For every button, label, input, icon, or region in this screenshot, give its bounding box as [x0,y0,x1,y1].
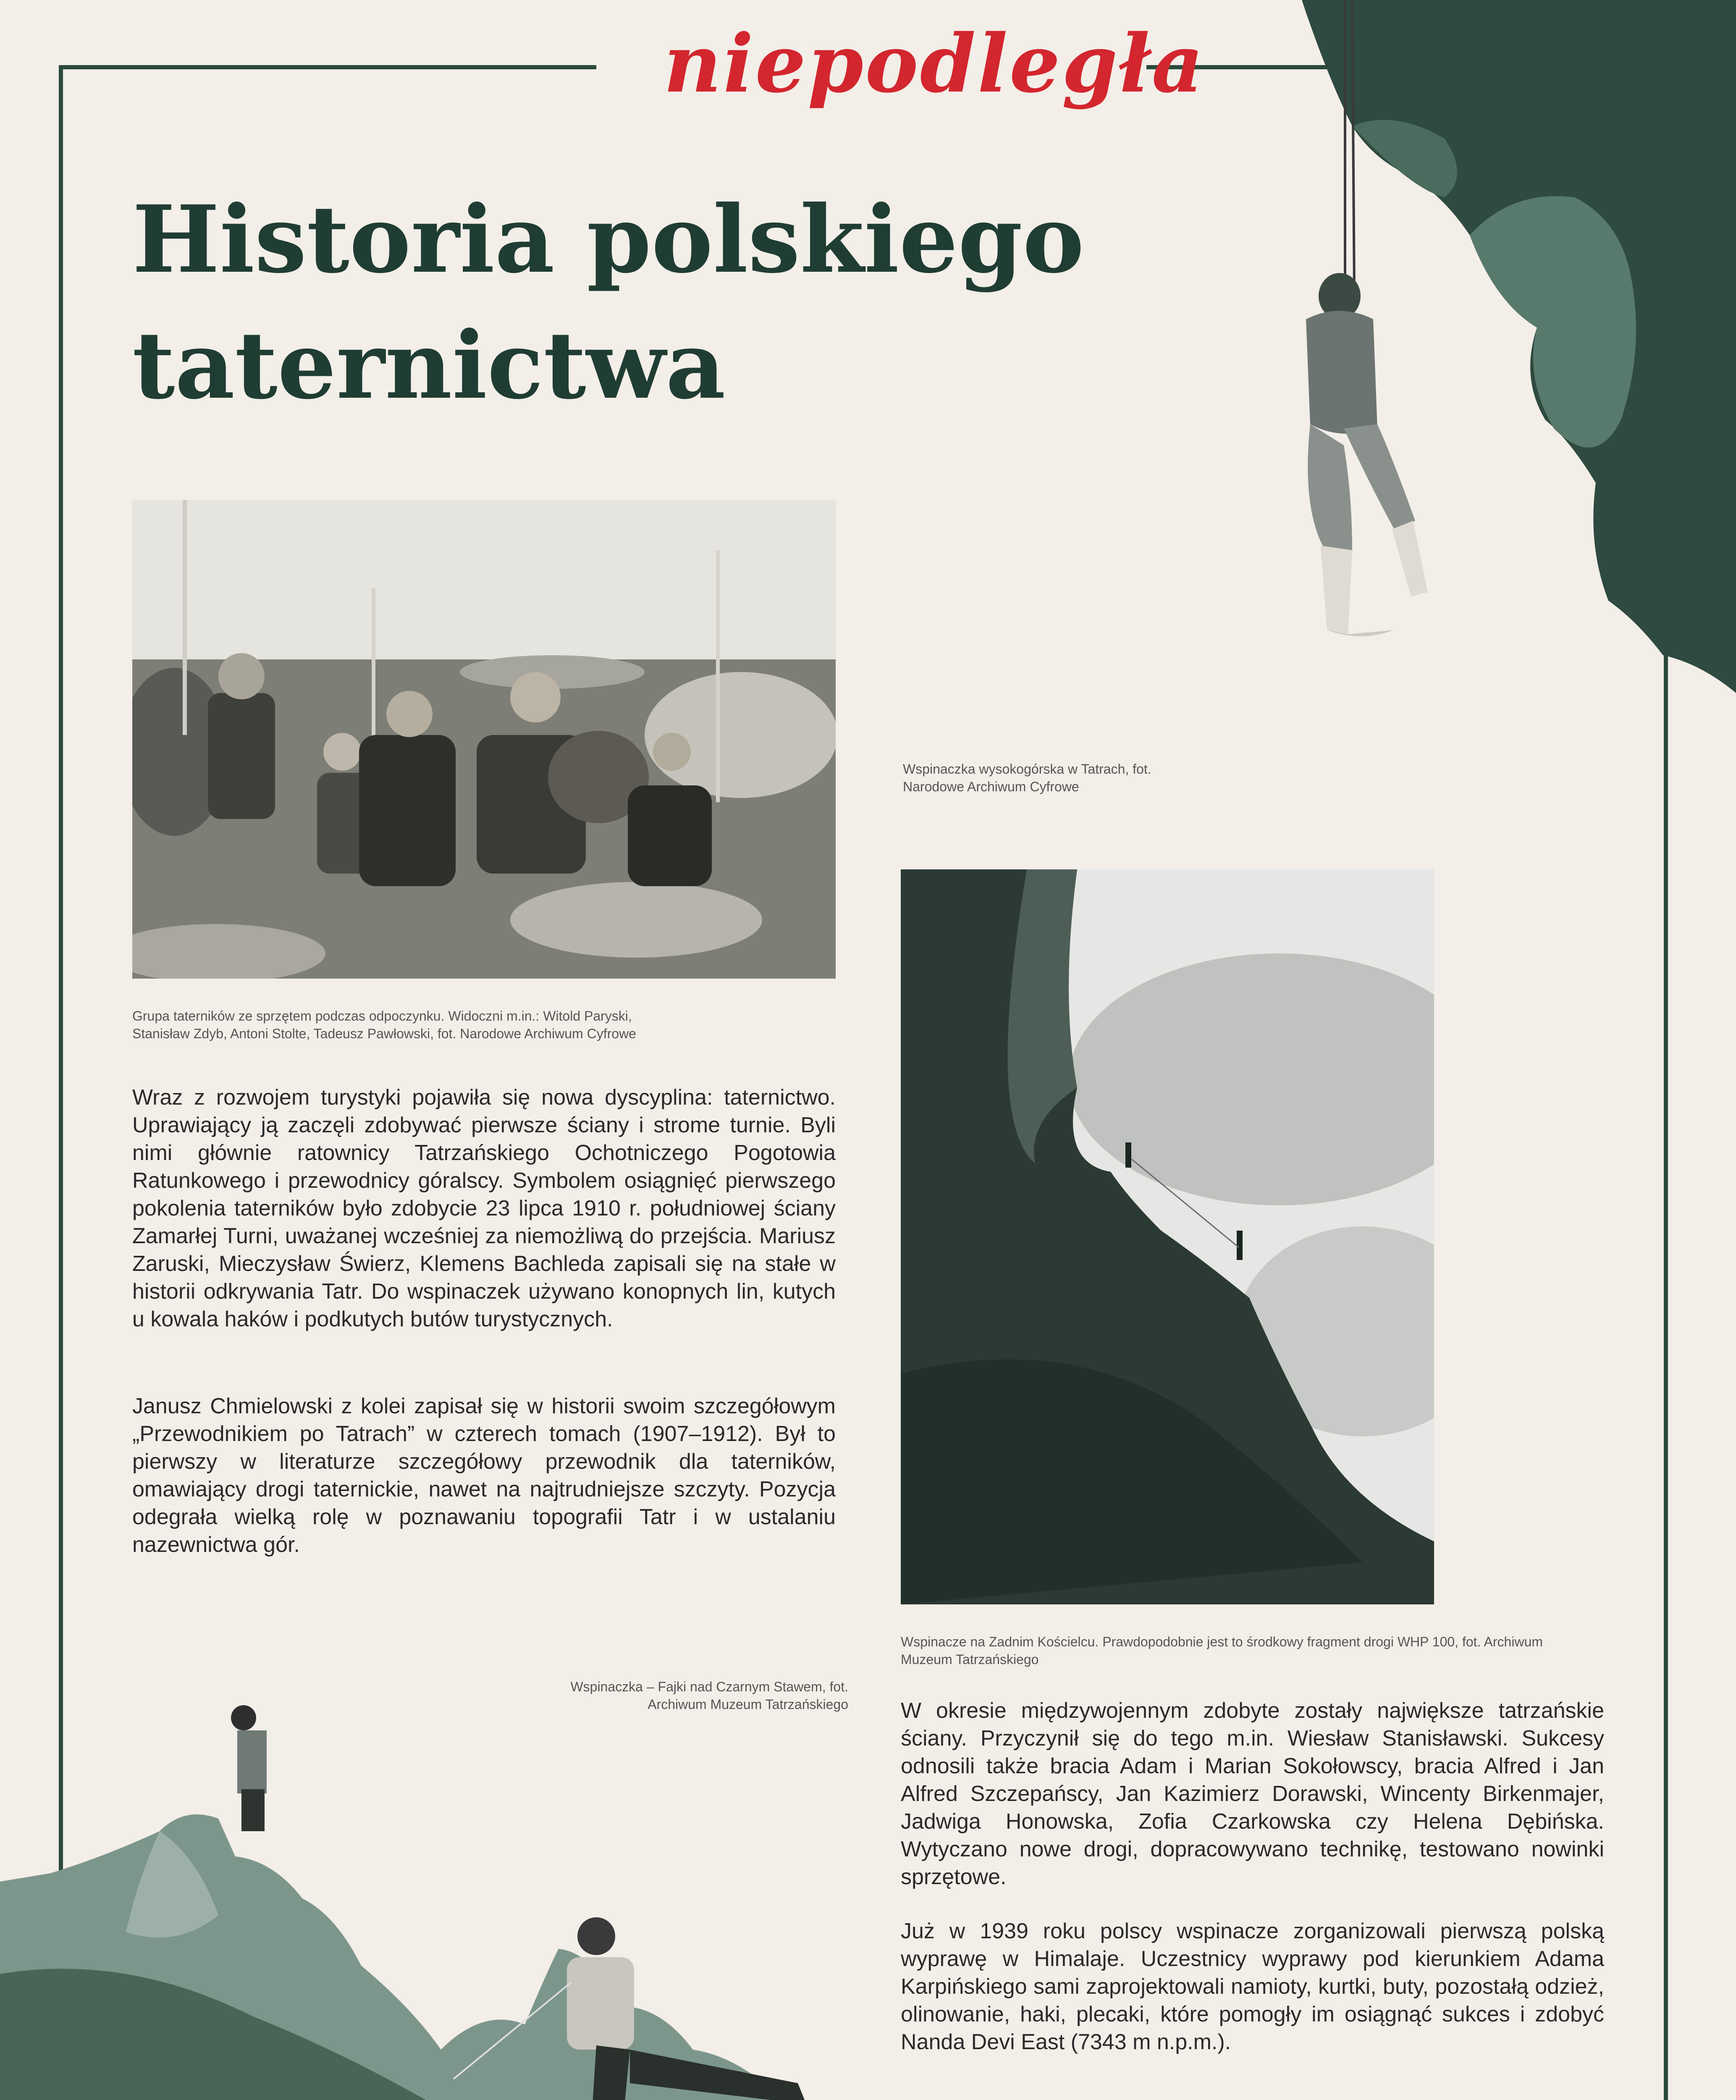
hanging-climber-photo [1176,0,1736,777]
koscielec-photo [901,869,1434,1604]
niepodlegla-logo: niepodległa [663,17,1205,110]
hanging-photo-caption: Wspinaczka wysokogórska w Tatrach, fot. Narodowe Archiwum Cyfrowe [903,761,1151,794]
koscielec-photo-caption: Wspinacze na Zadnim Kościelcu. Prawdopodobnie jest to środkowy fragment drogi WHP 100, fot. Archiwum Muzeum Tatrzańskiego [901,1634,1543,1667]
fajki-photo-caption: Wspinaczka – Fajki nad Czarnym Stawem, fot. Archiwum Muzeum Tatrzańskiego [570,1679,848,1712]
frame-top-left [59,65,596,69]
fajki-photo [0,1680,924,2100]
paragraph-4: Już w 1939 roku polscy wspinacze zorganizowali pierwszą polską wyprawę w Himalaje. Uczestnicy wyprawy pod kierunkiem Adama Karpińskiego sami zaprojektowali namioty, kurtki, buty, pozostałą odzież, olinowanie, haki, plecaki, które pomogły im osiągnąć sukces i zdobyć Nanda Devi East (7343 m n.p.m.). [901,1919,1604,2054]
page-title [132,176,1098,428]
paragraph-3: W okresie międzywojennym zdobyte zostały największe tatrzańskie ściany. Przyczynił się do tego m.in. Wiesław Stanisławski. Sukcesy odnosili także bracia Adam i Marian Sokołowscy, bracia Alfred i Jan Alfred Szczepańscy, Jan Kazimierz Dorawski, Wincenty Birkenmajer, Jadwiga Honowska, Zofia Czarkowska czy Helena Dębińska. Wytyczano nowe drogi, dopracowywano technikę, testowano nowinki sprzętowe. [901,1698,1604,1889]
title-line-2: taternictwa [132,311,726,420]
frame-right [1664,622,1668,2100]
paragraph-1: Wraz z rozwojem turystyki pojawiła się nowa dyscyplina: taternictwo. Uprawiający ją zaczęli zdobywać pierwsze ściany i strome turnie. Byli nimi głównie ratownicy Tatrzańskiego Ochotniczego Pogotowia Ratunkowego i przewodnicy góralscy. Symbolem osiągnięć pierwszego pokolenia taterników było zdobycie 23 lipca 1910 r. południowej ściany Zamarłej Turni, uważanej wcześniej za niemożliwą do przejścia. Mariusz Zaruski, Mieczysław Świerz, Klemens Bachleda zapisali się na stałe w historii odkrywania Tatr. Do wspinaczek używano konopnych lin, kutych u kowala haków i podkutych butów turystycznych. [132,1085,836,1331]
group-photo-caption: Grupa taterników ze sprzętem podczas odpoczynku. Widoczni m.in.: Witold Paryski, Stanisław Zdyb, Antoni Stolte, Tadeusz Pawłowski, fot. Narodowe Archiwum Cyfrowe [132,1008,636,1041]
title-line-1: Historia polskiego [132,185,1084,294]
group-photo [132,500,836,979]
paragraph-2: Janusz Chmielowski z kolei zapisał się w historii swoim szczegółowym „Przewodnikiem po Tatrach” w czterech tomach (1907–1912). Był to pierwszy w literaturze szczegółowy przewodnik dla taterników, omawiający drogi taternickie, nawet na najtrudniejsze szczyty. Pozycja odegrała wielką rolę w poznawaniu topografii Tatr i w ustalaniu nazewnictwa gór. [132,1394,836,1557]
